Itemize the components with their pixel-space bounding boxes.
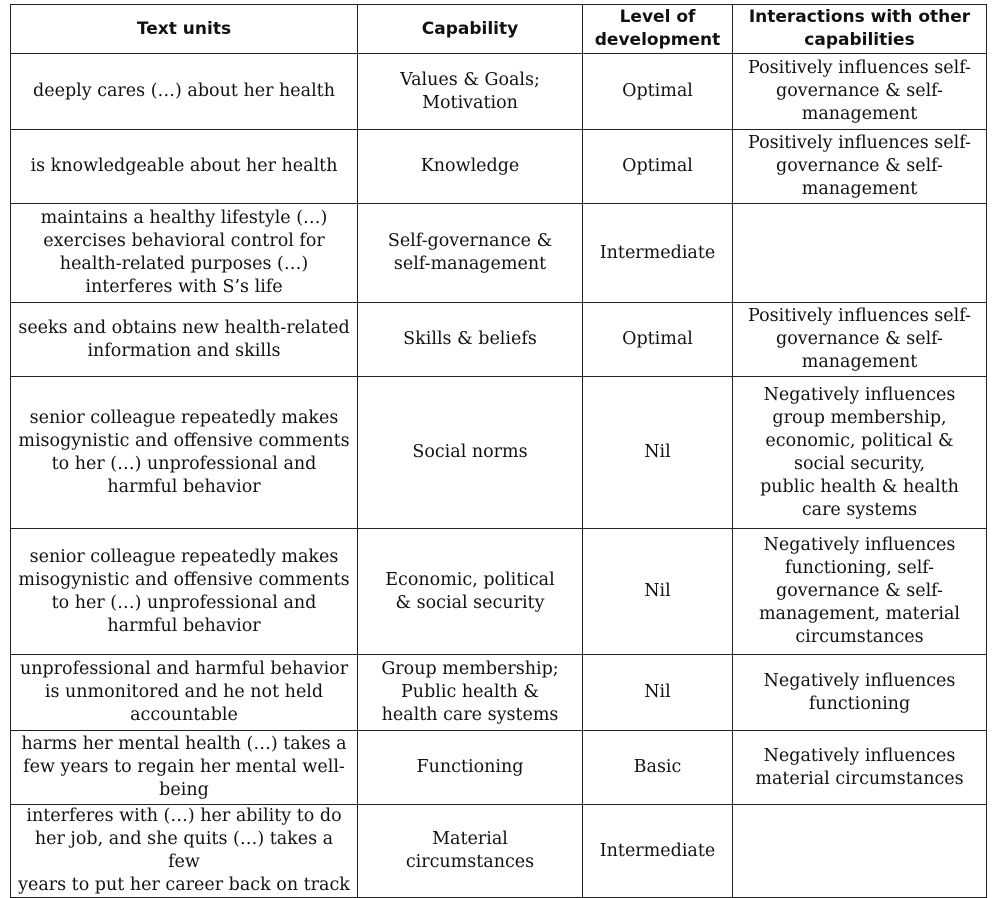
level-cell: Intermediate <box>583 204 733 303</box>
text-units-cell: deeply cares (…) about her health <box>11 54 358 130</box>
interactions-cell: Negatively influences functioning, self- governance & self- management, material circumstances <box>733 529 987 655</box>
interactions-cell: Negatively influences group membership, economic, political & social security, public health & health care systems <box>733 377 987 529</box>
level-cell: Optimal <box>583 303 733 377</box>
capability-cell: Skills & beliefs <box>358 303 583 377</box>
header-capability <box>358 5 583 54</box>
level-cell: Nil <box>583 655 733 731</box>
table-row <box>11 731 987 805</box>
level-cell: Intermediate <box>583 805 733 898</box>
header-level <box>583 5 733 54</box>
text-units-cell: interferes with (…) her ability to do her job, and she quits (…) takes a few years to put her career back on track <box>11 805 358 898</box>
header-row <box>11 5 987 54</box>
header-level-label: Level of development <box>594 7 721 50</box>
capability-cell: Knowledge <box>358 130 583 204</box>
header-text-units <box>11 5 358 54</box>
interactions-cell: Positively influences self- governance & self- management <box>733 130 987 204</box>
interactions-cell: Positively influences self- governance & self- management <box>733 303 987 377</box>
header-interactions <box>733 5 987 54</box>
capability-cell: Social norms <box>358 377 583 529</box>
interactions-cell: Negatively influences material circumstances <box>733 731 987 805</box>
table-row <box>11 529 987 655</box>
capability-cell: Functioning <box>358 731 583 805</box>
level-cell: Nil <box>583 529 733 655</box>
table-row <box>11 303 987 377</box>
table-row <box>11 204 987 303</box>
text-units-cell: harms her mental health (…) takes a few years to regain her mental well- being <box>11 731 358 805</box>
table-row <box>11 377 987 529</box>
text-units-cell: seeks and obtains new health-related information and skills <box>11 303 358 377</box>
text-units-cell: senior colleague repeatedly makes misogynistic and offensive comments to her (…) unprofessional and harmful behavior <box>11 529 358 655</box>
table-row <box>11 54 987 130</box>
text-units-cell: is knowledgeable about her health <box>11 130 358 204</box>
level-cell: Optimal <box>583 130 733 204</box>
capability-cell: Values & Goals; Motivation <box>358 54 583 130</box>
capabilities-table <box>10 4 987 898</box>
level-cell: Optimal <box>583 54 733 130</box>
header-interactions-label: Interactions with other capabilities <box>748 7 971 50</box>
interactions-cell <box>733 805 987 898</box>
capability-cell: Self-governance & self-management <box>358 204 583 303</box>
text-units-cell: senior colleague repeatedly makes misogynistic and offensive comments to her (…) unprofessional and harmful behavior <box>11 377 358 529</box>
header-text-units-label: Text units <box>136 18 232 39</box>
table-row <box>11 805 987 898</box>
level-cell: Basic <box>583 731 733 805</box>
capability-cell: Material circumstances <box>358 805 583 898</box>
text-units-cell: unprofessional and harmful behavior is unmonitored and he not held accountable <box>11 655 358 731</box>
interactions-cell: Positively influences self- governance & self- management <box>733 54 987 130</box>
text-units-cell: maintains a healthy lifestyle (…) exercises behavioral control for health-related purposes (…) interferes with S’s life <box>11 204 358 303</box>
capability-cell: Group membership; Public health & health care systems <box>358 655 583 731</box>
level-cell: Nil <box>583 377 733 529</box>
header-capability-label: Capability <box>421 18 519 39</box>
capability-cell: Economic, political & social security <box>358 529 583 655</box>
table-row <box>11 130 987 204</box>
interactions-cell: Negatively influences functioning <box>733 655 987 731</box>
table-row <box>11 655 987 731</box>
interactions-cell <box>733 204 987 303</box>
